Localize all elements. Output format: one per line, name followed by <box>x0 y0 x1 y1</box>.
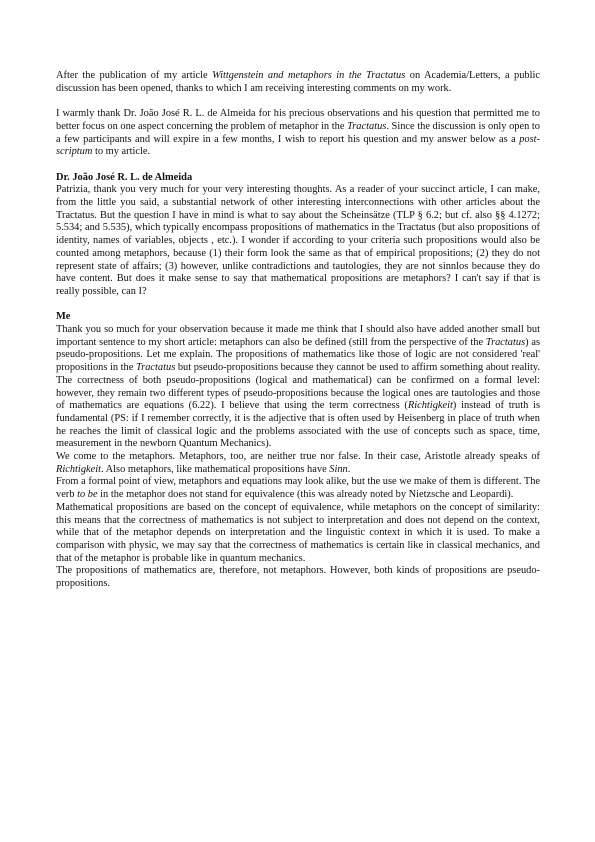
richtigkeit-term: Richtigkeit <box>407 400 453 412</box>
question-heading: Dr. João José R. L. de Almeida <box>56 171 193 183</box>
answer-paragraph-2 <box>56 451 540 476</box>
answer-text: but pseudo-propositions because they cannot be used to affirm something about reality. The correctness of both pseudo-propositions (logical and mathematical) can be confirmed on a formal level: however, they remain two different types of pseudo-propositions because the logical ones are tautologies and those of mathematics are equations (6.22). I believe that using the term correctness ( <box>56 362 541 412</box>
answer-heading: Me <box>56 311 71 323</box>
answer-text: ) instead of truth is fundamental (PS: if I remember correctly, it is the adjective that is often used by Heisenberg in place of truth when he reaches the limit of classical logic and the problems associated with the use of concepts such as space, time, measurement in the newborn Quantum Mechanics). <box>56 400 540 450</box>
thanks-text: . Since the discussion is only open to a few participants and will expire in a few months, I wish to report his question and my answer below as a <box>56 120 540 145</box>
intro-paragraph <box>56 70 540 95</box>
question-body: Patrizia, thank you very much for your very interesting thoughts. As a reader of your succinct article, I can make, from the little you said, a substantial network of other interesting interconnections with other articles about the Tractatus. But the question I have in mind is what to say about the Scheinsätze (TLP § 6.2; but cf. also §§ 4.1272; 5.534; and 5.535), which typically encompass propositions of mathematics in the Tractatus (but also propositions of identity, names of variables, objects , etc.). I wonder if according to your criteria such propositions would also be counted among metaphors, because (1) their form look the same as that of empirical propositions; (2) they do not represent state of affairs; (3) however, unlike contradictions and tautologies, they are not sinnlos because they do have content. But does it make sense to say that mathematical propositions are metaphors? I can't say if that is really possible, can I? <box>56 184 540 297</box>
answer-paragraph-5: The propositions of mathematics are, therefore, not metaphors. However, both kinds of propositions are pseudo-propositions. <box>56 565 540 590</box>
answer-text: . <box>347 463 351 475</box>
document-page <box>56 70 540 591</box>
answer-text: From a formal point of view, metaphors and equations may look alike, but the use we make of them is different. The verb <box>56 476 540 501</box>
intro-text: After the publication of my article <box>56 70 213 81</box>
answer-text: We come to the metaphors. Metaphors, too, are neither true nor false. In their case, Aristotle already speaks of <box>56 451 540 463</box>
answer-text: . Also metaphors, like mathematical propositions have <box>101 463 330 475</box>
tractatus-term: Tractatus <box>347 120 387 132</box>
thanks-text: to my article. <box>92 146 151 158</box>
answer-paragraph-4: Mathematical propositions are based on the concept of equivalence, while metaphors on the concept of similarity: this means that the correctness of mathematics is not subject to interpretation and does not depend on the context, while that of the metaphor depends on interpretation and the linguistic context in which it is used. To make a comparison with physic, we may say that the correctness of mathematics is certain like in classical mechanics, and that of the metaphor is probable like in quantum mechanics. <box>56 501 540 564</box>
thanks-text: I warmly thank Dr. João José R. L. de Almeida for his precious observations and his question that permitted me to better focus on one aspect concerning the problem of metaphor in the <box>56 108 540 132</box>
sinn-term: Sinn <box>329 463 348 475</box>
post-scriptum-term: post-scriptum <box>56 133 540 158</box>
intro-text: on Academia/Letters, a public discussion has been opened, thanks to which I am receiving interesting comments on my work. <box>56 70 540 94</box>
to-be-term: to be <box>77 489 98 501</box>
tractatus-term: Tractatus <box>135 362 176 374</box>
answer-text: in the metaphor does not stand for equivalence (this was already noted by Nietzsche and Leopardi). <box>97 489 514 501</box>
richtigkeit-term: Richtigkeit <box>56 463 102 475</box>
answer-text: Thank you so much for your observation because it made me think that I should also have added another small but important sentence to my short article: metaphors can also be defined (still from the perspective of the <box>56 324 540 348</box>
answer-paragraph-3 <box>56 476 540 501</box>
answer-paragraph-1 <box>56 324 540 451</box>
answer-text: ) as pseudo-propositions. Let me explain. The propositions of mathematics like those of logic are not considered 'real' propositions in the <box>56 336 540 374</box>
tractatus-term: Tractatus <box>485 336 526 348</box>
article-title: Wittgenstein and metaphors in the Tractatus <box>212 70 406 81</box>
thanks-paragraph <box>56 108 540 159</box>
